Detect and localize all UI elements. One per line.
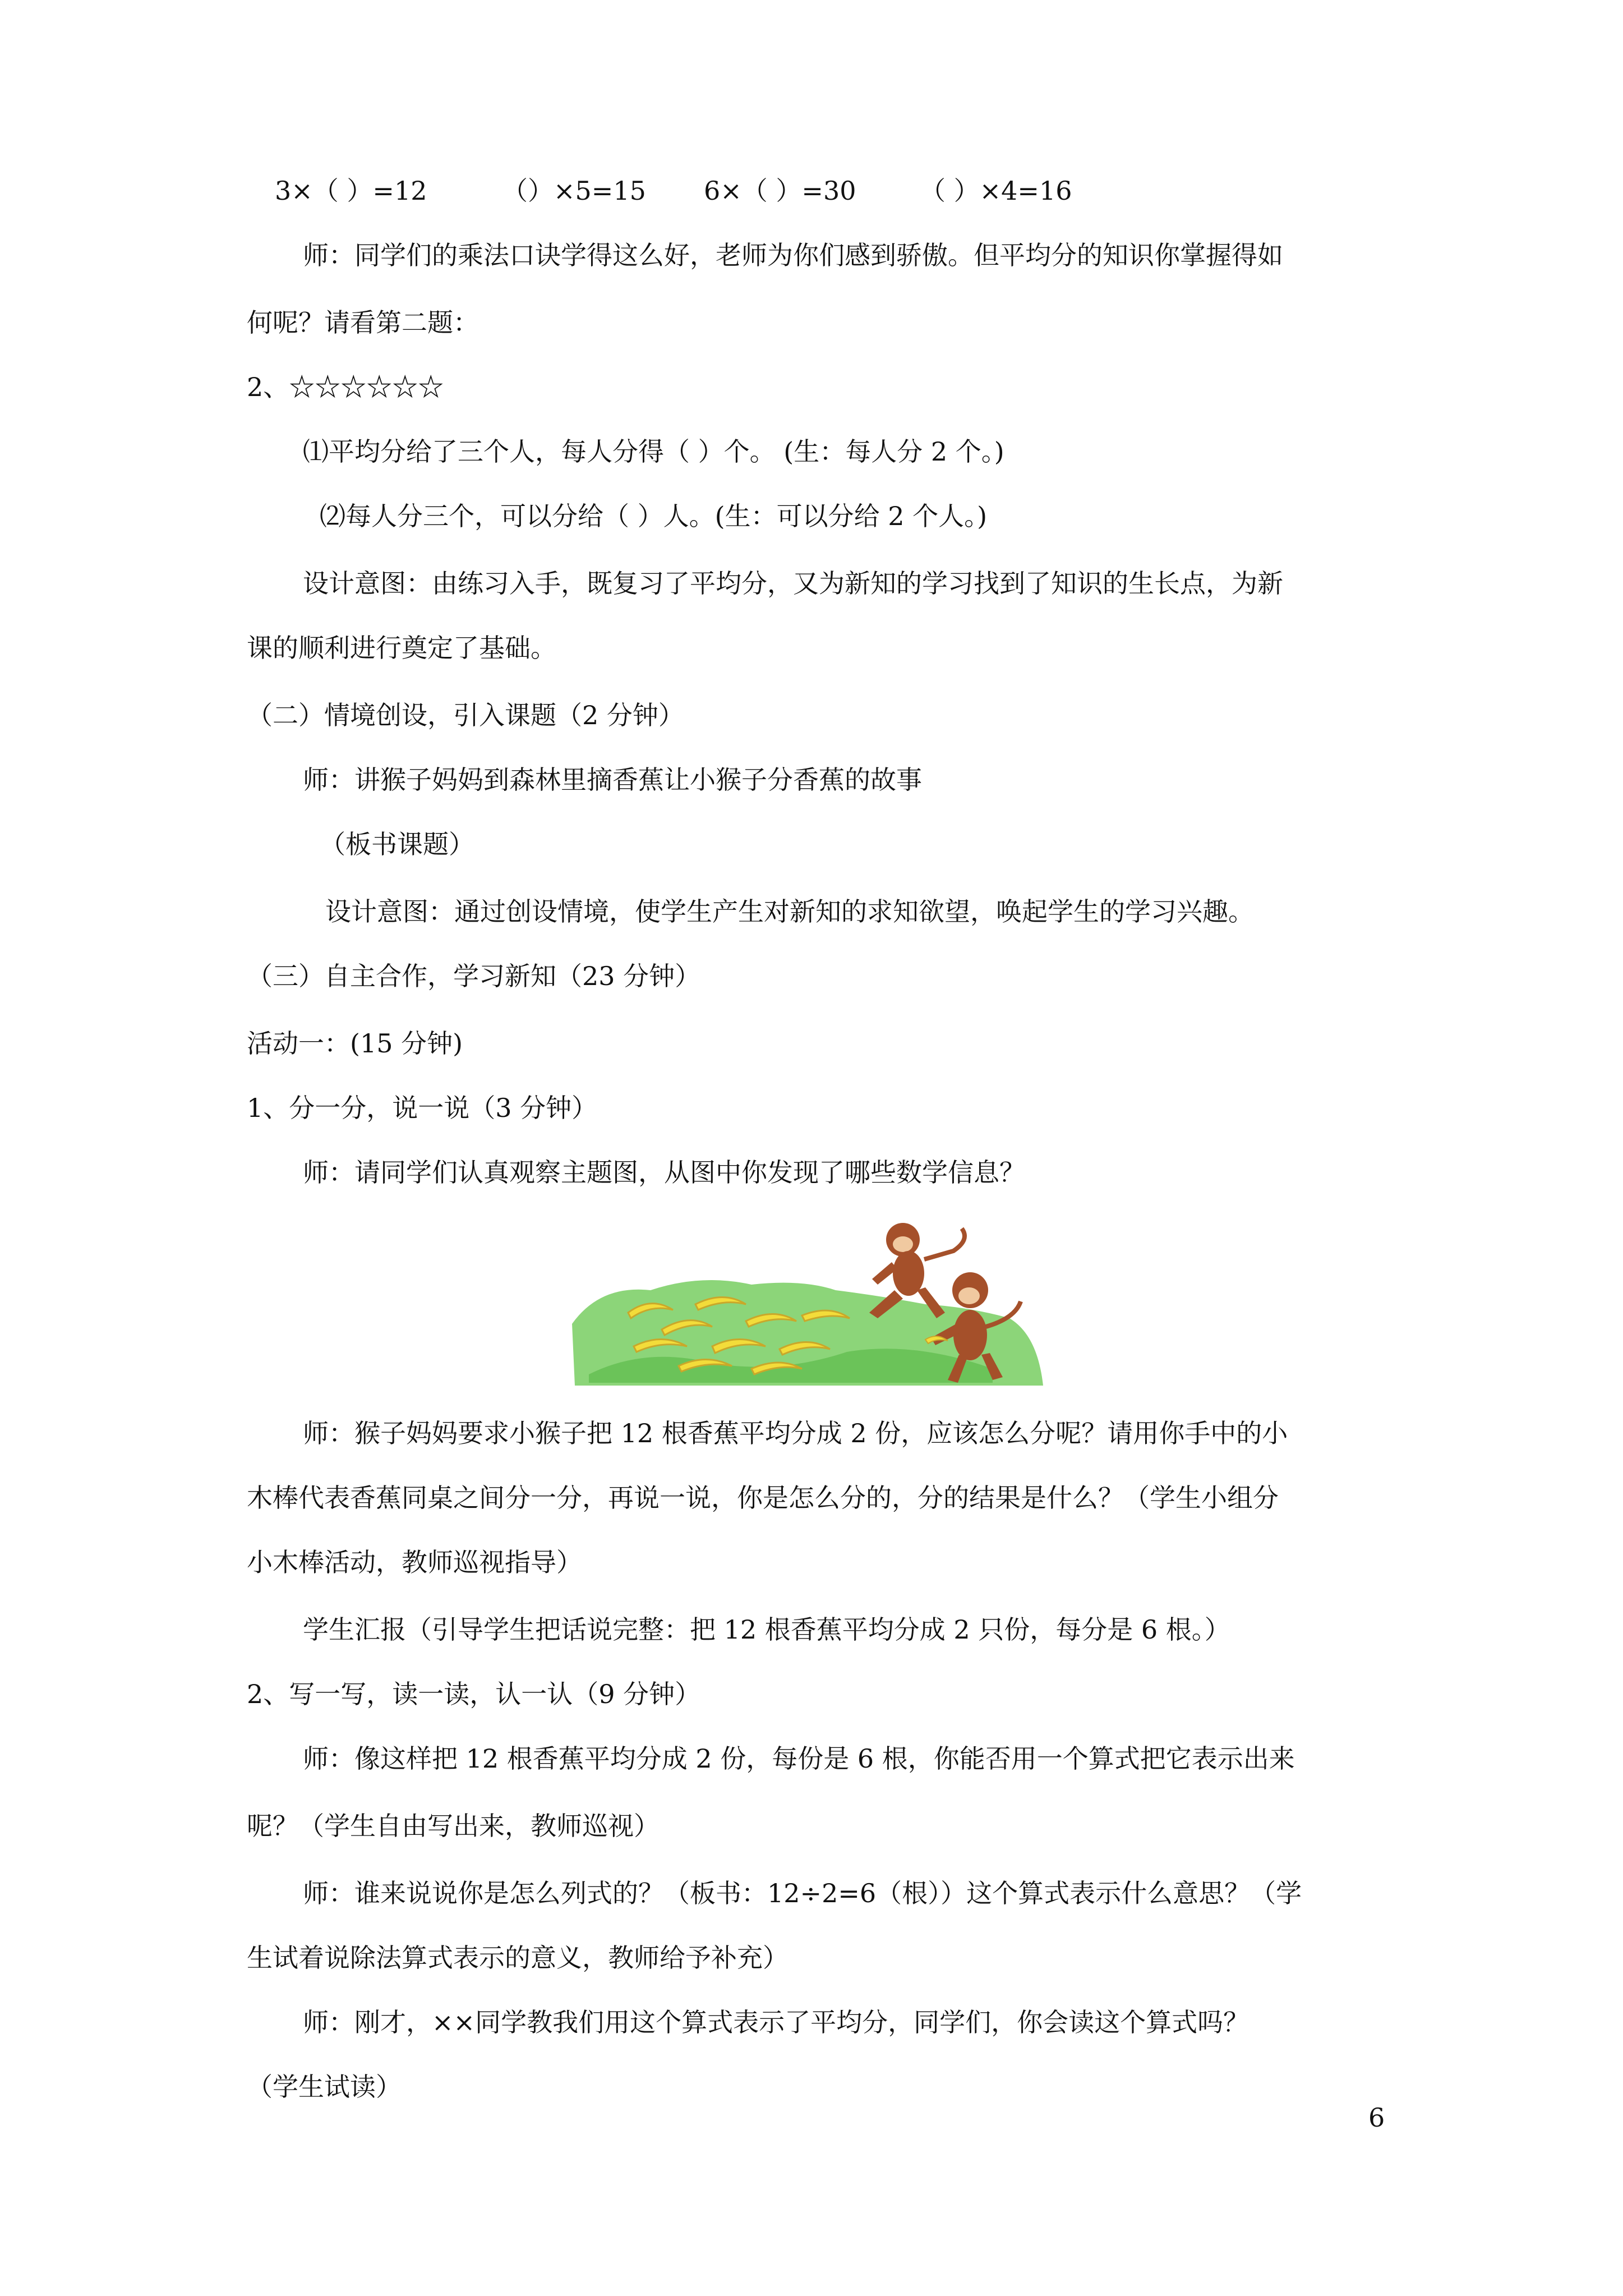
equation-4: （ ）×4=16 <box>920 176 1072 206</box>
paragraph-line: 师：像这样把 12 根香蕉平均分成 2 份，每份是 6 根，你能否用一个算式把它表示出来 <box>303 1743 1295 1774</box>
paragraph-line: 师：猴子妈妈要求小猴子把 12 根香蕉平均分成 2 份，应该怎么分呢？请用你手中的小 <box>303 1418 1288 1448</box>
paragraph-line: （学生试读） <box>247 2072 402 2102</box>
monkeys-bananas-illustration <box>566 1206 1049 1391</box>
activity-step-heading: 1、分一分，说一说（3 分钟） <box>247 1093 598 1123</box>
design-intent-line: 课的顺利进行奠定了基础。 <box>247 633 556 663</box>
equation-1: 3×（ ）=12 <box>275 176 427 206</box>
question-2-heading: 2、☆☆☆☆☆☆ <box>247 372 444 402</box>
equation-3: 6×（ ）=30 <box>704 176 856 206</box>
page-number: 6 <box>1368 2102 1385 2133</box>
paragraph-line: 学生汇报（引导学生把话说完整：把 12 根香蕉平均分成 2 只份，每分是 6 根。） <box>303 1614 1230 1645</box>
paragraph-line: 师：请同学们认真观察主题图，从图中你发现了哪些数学信息？ <box>303 1157 1025 1188</box>
sub-question-2: ⑵每人分三个，可以分给（ ）人。(生：可以分给 2 个人。) <box>320 501 988 531</box>
activity-step-heading: 2、写一写，读一读，认一认（9 分钟） <box>247 1679 701 1709</box>
paragraph-line: 师：同学们的乘法口诀学得这么好，老师为你们感到骄傲。但平均分的知识你掌握得如 <box>303 240 1283 270</box>
paragraph-line: 师：讲猴子妈妈到森林里摘香蕉让小猴子分香蕉的故事 <box>303 765 922 795</box>
paragraph-line: 何呢？请看第二题： <box>247 307 479 338</box>
design-intent-line: 设计意图：由练习入手，既复习了平均分，又为新知的学习找到了知识的生长点，为新 <box>303 568 1283 599</box>
paragraph-line: （板书课题） <box>320 829 474 859</box>
section-heading: （二）情境创设，引入课题（2 分钟） <box>247 700 684 730</box>
paragraph-line: 师：刚才，××同学教我们用这个算式表示了平均分，同学们，你会读这个算式吗？ <box>303 2007 1249 2037</box>
section-heading: （三）自主合作，学习新知（23 分钟） <box>247 961 701 991</box>
equation-2: （）×5=15 <box>502 176 646 206</box>
paragraph-line: 师：谁来说说你是怎么列式的？（板书：12÷2=6（根））这个算式表示什么意思？（学 <box>303 1878 1302 1908</box>
activity-heading: 活动一：(15 分钟) <box>247 1028 463 1059</box>
paragraph-line: 木棒代表香蕉同桌之间分一分，再说一说，你是怎么分的，分的结果是什么？（学生小组分 <box>247 1483 1279 1513</box>
sub-question-1: ⑴平均分给了三个人，每人分得（ ）个。 (生：每人分 2 个。) <box>303 436 1004 467</box>
paragraph-line: 呢？（学生自由写出来，教师巡视） <box>247 1811 660 1841</box>
paragraph-line: 生试着说除法算式表示的意义，教师给予补充） <box>247 1943 789 1973</box>
paragraph-line: 小木棒活动，教师巡视指导） <box>247 1547 582 1577</box>
design-intent-line: 设计意图：通过创设情境，使学生产生对新知的求知欲望，唤起学生的学习兴趣。 <box>325 896 1254 927</box>
